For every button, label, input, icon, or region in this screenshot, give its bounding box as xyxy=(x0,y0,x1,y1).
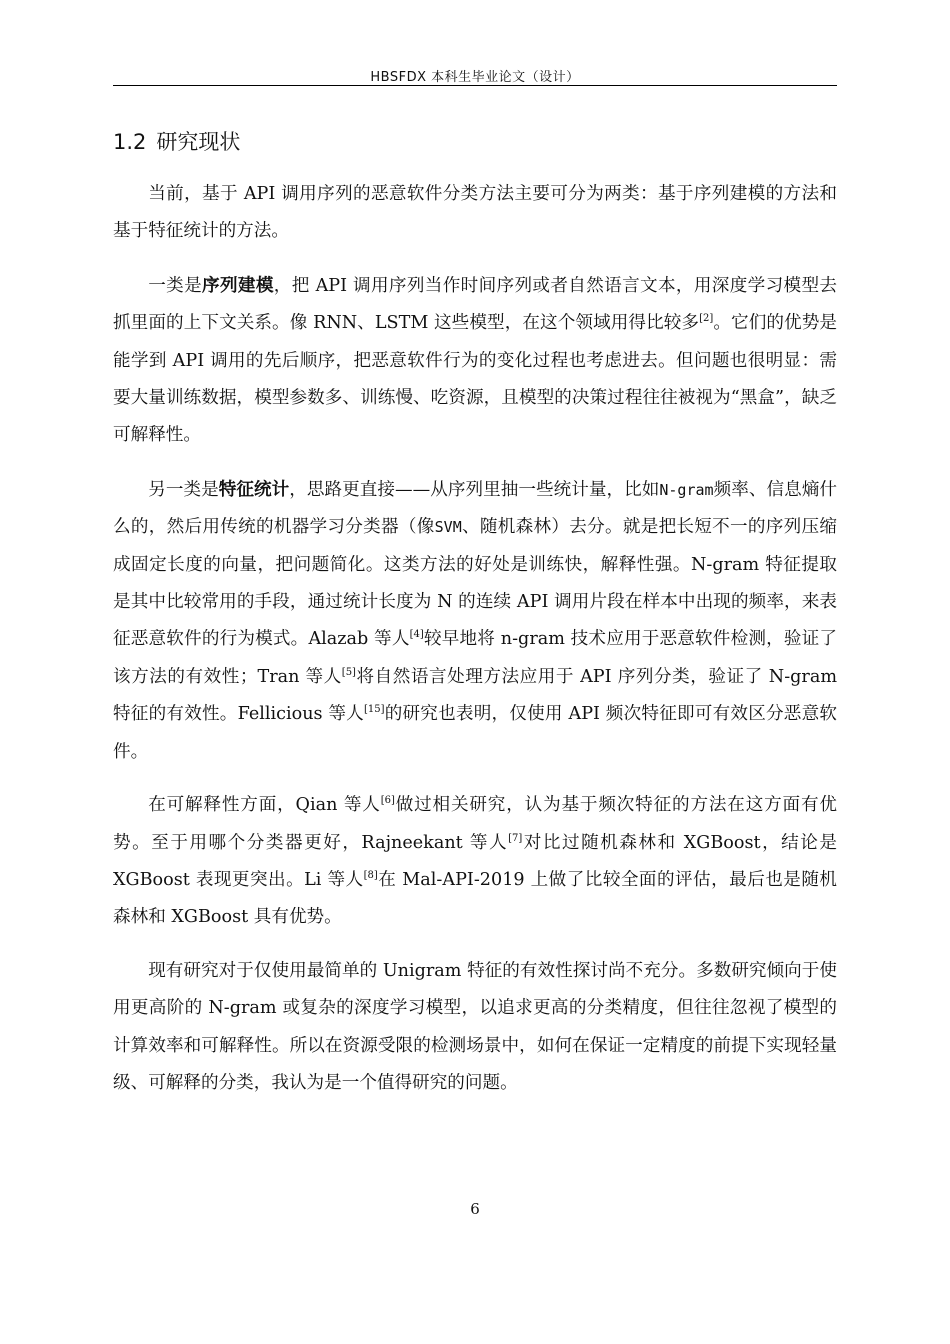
paragraph xyxy=(113,787,837,937)
citation-ref: [6] xyxy=(380,795,395,807)
citation-ref: [8] xyxy=(363,870,378,882)
section-title: 研究现状 xyxy=(156,130,241,154)
citation-ref: [15] xyxy=(363,704,385,716)
text-run: 。它们的优势是能学到 API 调用的先后顺序，把恶意软件行为的变化过程也考虑进去。但问题也很明显：需要大量训练数据，模型参数多、训练慢、吃资源，且模型的决策过程往往被视为“黑盒”，缺乏可解释性。 xyxy=(113,313,837,446)
paragraph xyxy=(113,176,837,251)
text-run: 在 Mal-API-2019 上做了比较全面的评估，最后也是随机森林和 XGBoost 具有优势。 xyxy=(113,869,837,928)
paragraph xyxy=(113,471,837,771)
citation-ref: [5] xyxy=(341,667,356,679)
citation-ref: [4] xyxy=(409,629,424,641)
inline-term: SVM xyxy=(434,518,462,537)
text-run: 对比过随机森林和 XGBoost，结论是 XGBoost 表现更突出。Li 等人 xyxy=(113,832,837,890)
text-run: 现有研究对于仅使用最简单的 Unigram 特征的有效性探讨尚不充分。多数研究倾向于使用更高阶的 N-gram 或复杂的深度学习模型，以追求更高的分类精度，但往往忽视了模型的计算效率和可解释性。所以在资源受限的检测场景中，如何在保证一定精度的前提下实现轻量级、可解释的分类，我认为是一个值得研究的问题。 xyxy=(113,960,837,1093)
text-run: 一类是 xyxy=(148,275,203,296)
text-run: ，思路更直接——从序列里抽一些统计量，比如 xyxy=(289,479,660,500)
text-run: 另一类是 xyxy=(148,479,219,500)
section-heading xyxy=(113,126,240,156)
text-run: 做过相关研究，认为基于频次特征的方法在这方面有优势。至于用哪个分类器更好，Rajneekant 等人 xyxy=(113,795,837,853)
citation-ref: [2] xyxy=(699,313,714,325)
running-header: HBSFDX 本科生毕业论文（设计） xyxy=(370,70,580,85)
text-run: 、随机森林）去分。就是把长短不一的序列压缩成固定长度的向量，把问题简化。这类方法的好处是训练快，解释性强。N-gram 特征提取是其中比较常用的手段，通过统计长度为 N 的连续 API 调用片段在样本中出现的频率，来表征恶意软件的行为模式。Alazab 等人 xyxy=(113,517,837,650)
text-run: 较早地将 n-gram 技术应用于恶意软件检测，验证了该方法的有效性；Tran 等人 xyxy=(113,629,838,687)
header-rule xyxy=(113,85,837,86)
text-run: 在可解释性方面，Qian 等人 xyxy=(148,795,381,816)
citation-ref: [7] xyxy=(508,832,523,844)
paragraph xyxy=(113,267,837,455)
bold-term: 特征统计 xyxy=(218,478,290,500)
text-run: 将自然语言处理方法应用于 API 序列分类，验证了 N-gram 特征的有效性。Fellicious 等人 xyxy=(113,666,837,725)
text-run: 当前，基于 API 调用序列的恶意软件分类方法主要可分为两类：基于序列建模的方法和基于特征统计的方法。 xyxy=(113,184,837,242)
inline-term: N-gram xyxy=(659,480,714,499)
page-number: 6 xyxy=(470,1200,480,1218)
bold-term: 序列建模 xyxy=(202,274,274,296)
text-run: ，把 API 调用序列当作时间序列或者自然语言文本，用深度学习模型去抓里面的上下文关系。像 RNN、LSTM 这些模型，在这个领域用得比较多 xyxy=(113,275,837,334)
text-run: 频率、信息熵什么的，然后用传统的机器学习分类器（像 xyxy=(113,479,837,538)
section-number: 1.2 xyxy=(113,130,147,154)
body-text xyxy=(113,176,837,1118)
paragraph xyxy=(113,953,837,1103)
text-run: 的研究也表明，仅使用 API 频次特征即可有效区分恶意软件。 xyxy=(113,704,837,762)
